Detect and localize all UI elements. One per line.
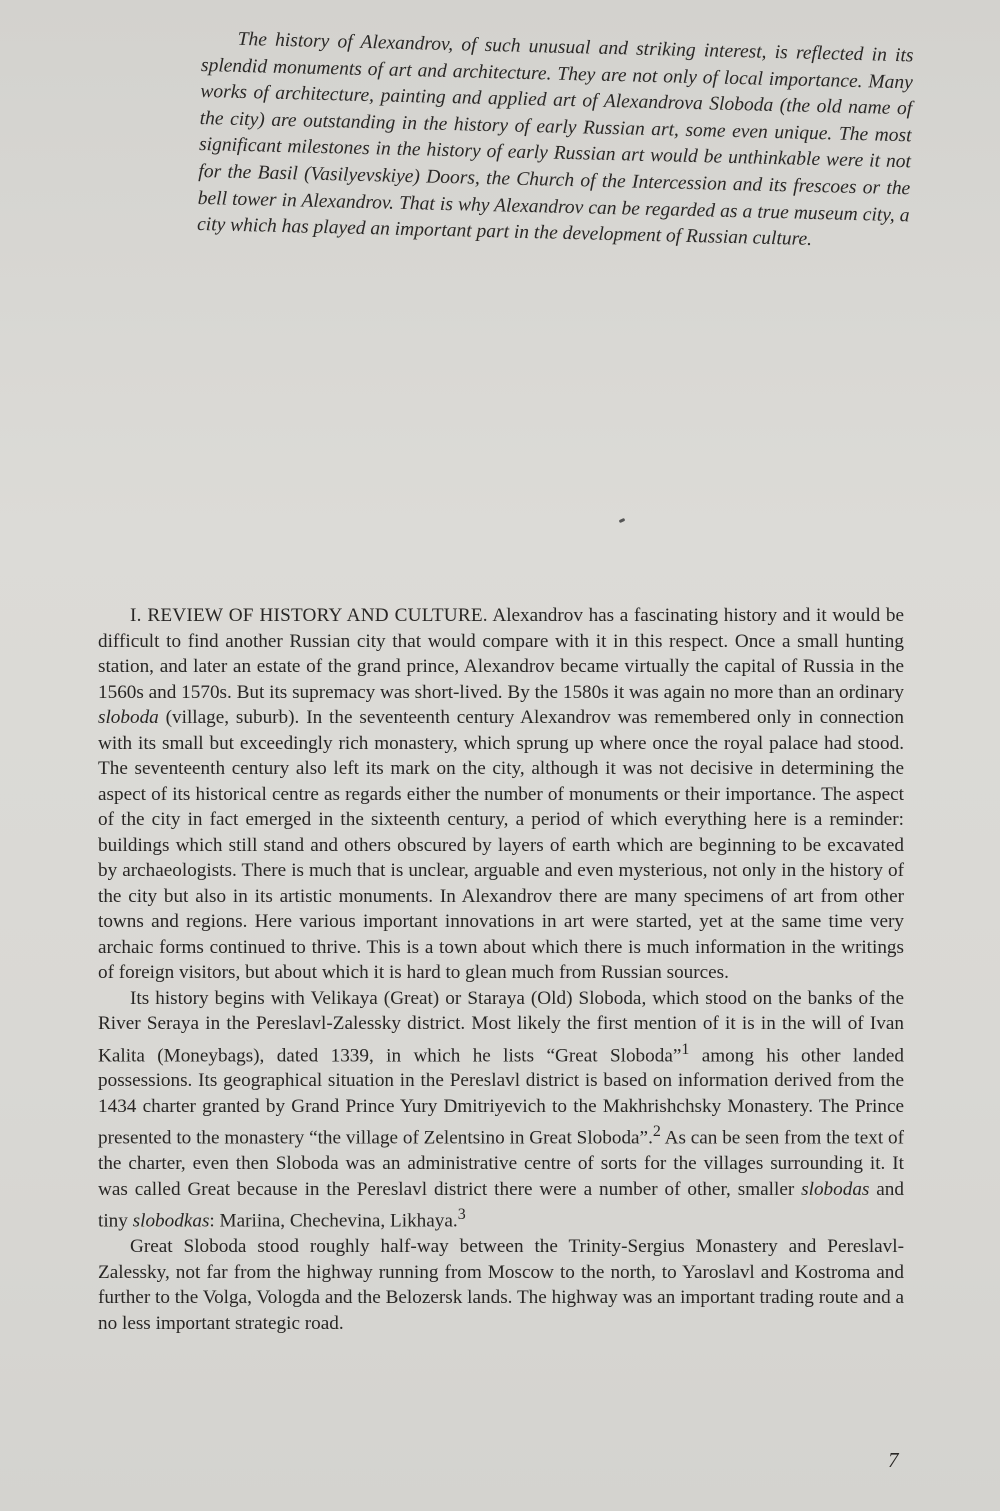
- paragraph-3: Great Sloboda stood roughly half-way between the Trinity-Sergius Monastery and Pereslavl-Zalessky, not far from the highway running from Moscow to the north, to Yaroslavl and Kostroma and further to the Volga, Vologda and the Belozersk lands. The highway was an important trading route and a no less important strategic road.: [98, 1236, 904, 1334]
- paragraph-2-text-c: As can be seen from the text of the charter, even then Sloboda was an administrative centre of sorts for the villages surrounding it. It was called Great because in the Pereslavl district there were a number of other, smaller: [98, 1127, 904, 1200]
- section-heading: I. REVIEW OF HISTORY AND CULTURE.: [130, 605, 488, 626]
- footnote-1: 1: [681, 1040, 690, 1058]
- paragraph-1-text-a: Alexandrov has a fascinating history and it would be difficult to find another Russian city that would compare with it in this respect. Once a small hunting station, and later an estate of the grand prince, Alexandrov became virtually the capital of Russia in the 1560s and 1570s. But its supremacy was short-lived. By the 1580s it was again no more than an ordinary: [98, 605, 905, 703]
- ink-speck: [619, 518, 626, 523]
- main-text-block: [98, 603, 904, 1336]
- paragraph-1-text-b: (village, suburb). In the seventeenth century Alexandrov was remembered only in connection with its small but exceedingly rich monastery, which sprung up where once the royal palace had stood. The seventeenth century also left its mark on the city, although it was not decisive in determining the aspect of its historical centre as regards either the number of monuments or their importance. The aspect of the city in fact emerged in the sixteenth century, a period of which everything here is a reminder: buildings which still stand and others obscured by layers of earth which are beginning to be excavated by archaeologists. There is much that is unclear, arguable and even mysterious, not only in the history of the city but also in its artistic monuments. In Alexandrov there are many specimens of art from other towns and regions. Here various important innovations in art were started, yet at the same time very archaic forms continued to thrive. This is a town about which there is much information in the writings of foreign visitors, but about which it is hard to glean much from Russian sources.: [98, 707, 904, 983]
- intro-paragraph: The history of Alexandrov, of such unusual and striking interest, is reflected in its splendid monuments of art and architecture. They are not only of local importance. Many works of architecture, painting and applied art of Alexandrova Sloboda (the old name of the city) are outstanding in the history of early Russian art, some even unique. The most significant milestones in the history of early Russian art would be unthinkable were it not for the Basil (Vasilyevskiye) Doors, the Church of the Intercession and its frescoes or the bell tower in Alexandrov. That is why Alexandrov can be regarded as a true museum city, a city which has played an important part in the development of Russian culture.: [196, 28, 914, 251]
- intro-italic-block: [197, 26, 914, 256]
- page-number: 7: [888, 1448, 899, 1472]
- footnote-2: 2: [652, 1123, 661, 1141]
- paragraph-2: [98, 986, 904, 1235]
- term-slobodas: slobodas: [801, 1178, 870, 1200]
- footnote-3: 3: [457, 1206, 466, 1224]
- paragraph-1: [98, 603, 904, 986]
- term-sloboda: sloboda: [98, 707, 159, 728]
- paragraph-2-text-e: : Mariina, Chechevina, Likhaya.: [209, 1210, 458, 1232]
- term-slobodkas: slobodkas: [132, 1210, 210, 1232]
- paragraph-2-text-a: Its history begins with Velikaya (Great) or Staraya (Old) Sloboda, which stood on the banks of the River Seraya in the Pereslavl-Zalessky district. Most likely the first mention of it is in the will of Ivan Kalita (Moneybags), dated 1339, in which he lists “Great Sloboda”: [98, 987, 904, 1066]
- paragraph-2-text-d: and tiny: [98, 1178, 904, 1232]
- paragraph-2-text-b: among his other landed possessions. Its geographical situation in the Pereslavl district is based on information derived from the 1434 charter granted by Grand Prince Yury Dmitriyevich to the Makhrishchsky Monastery. The Prince presented to the monastery “the village of Zelentsino in Great Sloboda”.: [98, 1044, 904, 1149]
